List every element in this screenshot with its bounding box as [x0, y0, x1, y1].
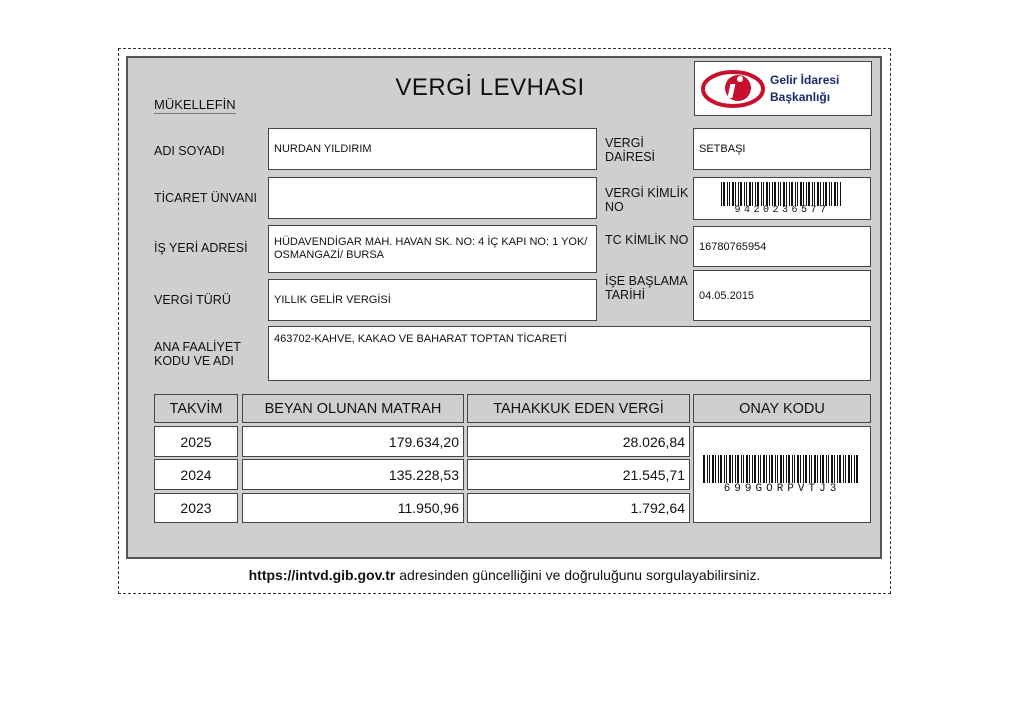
- vergi-dairesi-value: SETBAŞI: [693, 128, 871, 170]
- barcode-bar: [800, 182, 802, 206]
- section-label: MÜKELLEFİN: [154, 97, 236, 112]
- barcode-bar: [814, 182, 815, 206]
- barcode-bar: [752, 182, 753, 206]
- barcode-bar: [848, 455, 850, 483]
- barcode-bar: [786, 455, 787, 483]
- barcode-bar: [828, 455, 829, 483]
- barcode-bar: [820, 182, 821, 206]
- barcode-bar: [715, 455, 716, 483]
- ana-faaliyet-label-line1: ANA FAALİYET: [154, 340, 241, 354]
- barcode-bar: [741, 455, 742, 483]
- document-title: VERGİ LEVHASI: [395, 74, 585, 101]
- barcode-bar: [769, 182, 770, 206]
- barcode-bar: [814, 455, 816, 483]
- vergi-turu-label: VERGİ TÜRÜ: [154, 293, 231, 307]
- barcode-bar: [794, 455, 795, 483]
- barcode-bar: [780, 455, 782, 483]
- barcode-bar: [822, 455, 824, 483]
- barcode-bar: [811, 455, 812, 483]
- barcode-bar: [834, 455, 835, 483]
- barcode-bar: [834, 182, 836, 206]
- row-matrah: 179.634,20: [242, 426, 464, 457]
- tc-kimlik-label: TC KİMLİK NO: [605, 233, 689, 247]
- barcode-bar: [743, 455, 744, 483]
- ticaret-unvani-label: TİCARET ÜNVANI: [154, 191, 258, 205]
- barcode-bar: [806, 182, 807, 206]
- barcode-bar: [825, 182, 827, 206]
- barcode-bar: [783, 455, 784, 483]
- barcode-bar: [820, 455, 821, 483]
- vergi-dairesi-label: [605, 136, 655, 164]
- barcode-bar: [780, 182, 781, 206]
- header-matrah: BEYAN OLUNAN MATRAH: [242, 394, 464, 423]
- header-takvim: TAKVİM: [154, 394, 238, 423]
- barcode-bar: [763, 455, 765, 483]
- barcode-bar: [851, 455, 852, 483]
- barcode-bar: [777, 455, 778, 483]
- barcode-bar: [729, 455, 731, 483]
- row-vergi: 1.792,64: [467, 493, 690, 523]
- barcode-bar: [797, 455, 799, 483]
- barcode-bar: [826, 455, 827, 483]
- onay-kodu-barcode: [702, 455, 862, 483]
- footer-text: adresinden güncelliğini ve doğruluğunu sorgulayabilirsiniz.: [395, 567, 761, 583]
- barcode-bar: [809, 455, 810, 483]
- barcode-bar: [800, 455, 801, 483]
- barcode-bar: [789, 182, 790, 206]
- barcode-bar: [740, 182, 742, 206]
- barcode-bar: [831, 455, 833, 483]
- is-yeri-adresi-label: İŞ YERİ ADRESİ: [154, 241, 248, 255]
- barcode-bar: [803, 182, 804, 206]
- header-onay-kodu: ONAY KODU: [693, 394, 871, 423]
- barcode-bar: [746, 455, 748, 483]
- footer-url[interactable]: https://intvd.gib.gov.tr: [248, 567, 396, 583]
- gib-logo: [694, 61, 872, 116]
- ise-baslama-label: [605, 274, 688, 302]
- barcode-bar: [791, 182, 793, 206]
- tc-kimlik-value: 16780765954: [693, 226, 871, 267]
- barcode-bar: [752, 455, 753, 483]
- barcode-bar: [707, 455, 708, 483]
- vergi-turu-value: YILLIK GELİR VERGİSİ: [268, 279, 597, 321]
- barcode-bar: [803, 455, 804, 483]
- footer-note: [118, 567, 891, 583]
- row-matrah: 135.228,53: [242, 459, 464, 490]
- vergi-kimlik-box: [693, 177, 871, 220]
- vergi-kimlik-value: 9420236577: [734, 204, 830, 216]
- barcode-bar: [829, 182, 830, 206]
- barcode-bar: [703, 455, 705, 483]
- barcode-bar: [723, 182, 725, 206]
- barcode-bar: [808, 182, 810, 206]
- barcode-bar: [761, 182, 762, 206]
- vergi-dairesi-label-line2: DAİRESİ: [605, 150, 656, 164]
- barcode-bar: [843, 455, 844, 483]
- barcode-bar: [775, 455, 776, 483]
- barcode-bar: [778, 182, 779, 206]
- ise-baslama-label-line2: TARİHİ: [605, 288, 646, 302]
- barcode-bar: [771, 455, 773, 483]
- barcode-bar: [766, 182, 768, 206]
- barcode-bar: [766, 455, 767, 483]
- barcode-bar: [805, 455, 807, 483]
- ana-faaliyet-label-line2: KODU VE ADI: [154, 354, 234, 368]
- barcode-bar: [724, 455, 725, 483]
- row-vergi: 28.026,84: [467, 426, 690, 457]
- barcode-bar: [797, 182, 798, 206]
- barcode-bar: [726, 455, 727, 483]
- barcode-bar: [763, 182, 764, 206]
- barcode-bar: [854, 455, 855, 483]
- barcode-bar: [754, 455, 756, 483]
- barcode-bar: [755, 182, 756, 206]
- barcode-bar: [795, 182, 796, 206]
- vergi-kimlik-barcode: [720, 182, 844, 206]
- barcode-bar: [737, 455, 739, 483]
- barcode-bar: [783, 182, 785, 206]
- barcode-bar: [709, 455, 710, 483]
- header-vergi: TAHAKKUK EDEN VERGİ: [467, 394, 690, 423]
- barcode-bar: [732, 182, 734, 206]
- barcode-bar: [746, 182, 747, 206]
- barcode-bar: [817, 182, 819, 206]
- barcode-bar: [727, 182, 728, 206]
- row-vergi: 21.545,71: [467, 459, 690, 490]
- vergi-kimlik-label-line1: VERGİ KİMLİK: [605, 186, 689, 200]
- barcode-bar: [758, 455, 759, 483]
- ticaret-unvani-value: [268, 177, 597, 219]
- barcode-bar: [772, 182, 773, 206]
- barcode-bar: [712, 455, 714, 483]
- barcode-bar: [760, 455, 761, 483]
- barcode-bar: [786, 182, 787, 206]
- barcode-bar: [718, 455, 719, 483]
- barcode-bar: [732, 455, 733, 483]
- ana-faaliyet-label: [154, 340, 241, 368]
- barcode-bar: [831, 182, 832, 206]
- adi-soyadi-label: ADI SOYADI: [154, 144, 225, 158]
- barcode-bar: [792, 455, 793, 483]
- barcode-bar: [757, 182, 759, 206]
- row-year: 2025: [154, 426, 238, 457]
- barcode-bar: [749, 455, 750, 483]
- barcode-bar: [856, 455, 858, 483]
- barcode-bar: [769, 455, 770, 483]
- logo-line1: Gelir İdaresi: [770, 73, 840, 87]
- row-year: 2023: [154, 493, 238, 523]
- barcode-bar: [823, 182, 824, 206]
- barcode-bar: [735, 182, 736, 206]
- barcode-bar: [817, 455, 818, 483]
- barcode-bar: [839, 455, 841, 483]
- barcode-bar: [738, 182, 739, 206]
- barcode-bar: [840, 182, 841, 206]
- row-matrah: 11.950,96: [242, 493, 464, 523]
- barcode-bar: [837, 182, 838, 206]
- onay-kodu-value: 699GORPVTJ3: [723, 482, 841, 495]
- barcode-bar: [744, 182, 745, 206]
- barcode-bar: [749, 182, 751, 206]
- barcode-bar: [774, 182, 776, 206]
- barcode-bar: [845, 455, 846, 483]
- logo-line2: Başkanlığı: [770, 90, 831, 104]
- barcode-bar: [837, 455, 838, 483]
- barcode-bar: [812, 182, 813, 206]
- barcode-bar: [729, 182, 730, 206]
- barcode-bar: [735, 455, 736, 483]
- adi-soyadi-value: NURDAN YILDIRIM: [268, 128, 597, 170]
- barcode-bar: [720, 455, 722, 483]
- gib-logo-icon: [700, 67, 766, 111]
- onay-kodu-box: [693, 426, 871, 523]
- barcode-bar: [788, 455, 790, 483]
- barcode-bar: [721, 182, 722, 206]
- vergi-kimlik-label: [605, 186, 688, 214]
- vergi-kimlik-label-line2: NO: [605, 200, 624, 214]
- vergi-dairesi-label-line1: VERGİ: [605, 136, 644, 150]
- ise-baslama-label-line1: İŞE BAŞLAMA: [605, 274, 688, 288]
- ana-faaliyet-value: 463702-KAHVE, KAKAO VE BAHARAT TOPTAN TİCARETİ: [268, 326, 871, 381]
- row-year: 2024: [154, 459, 238, 490]
- ise-baslama-value: 04.05.2015: [693, 270, 871, 321]
- is-yeri-adresi-value: HÜDAVENDİGAR MAH. HAVAN SK. NO: 4 İÇ KAPI NO: 1 YOK/ OSMANGAZİ/ BURSA: [268, 225, 597, 273]
